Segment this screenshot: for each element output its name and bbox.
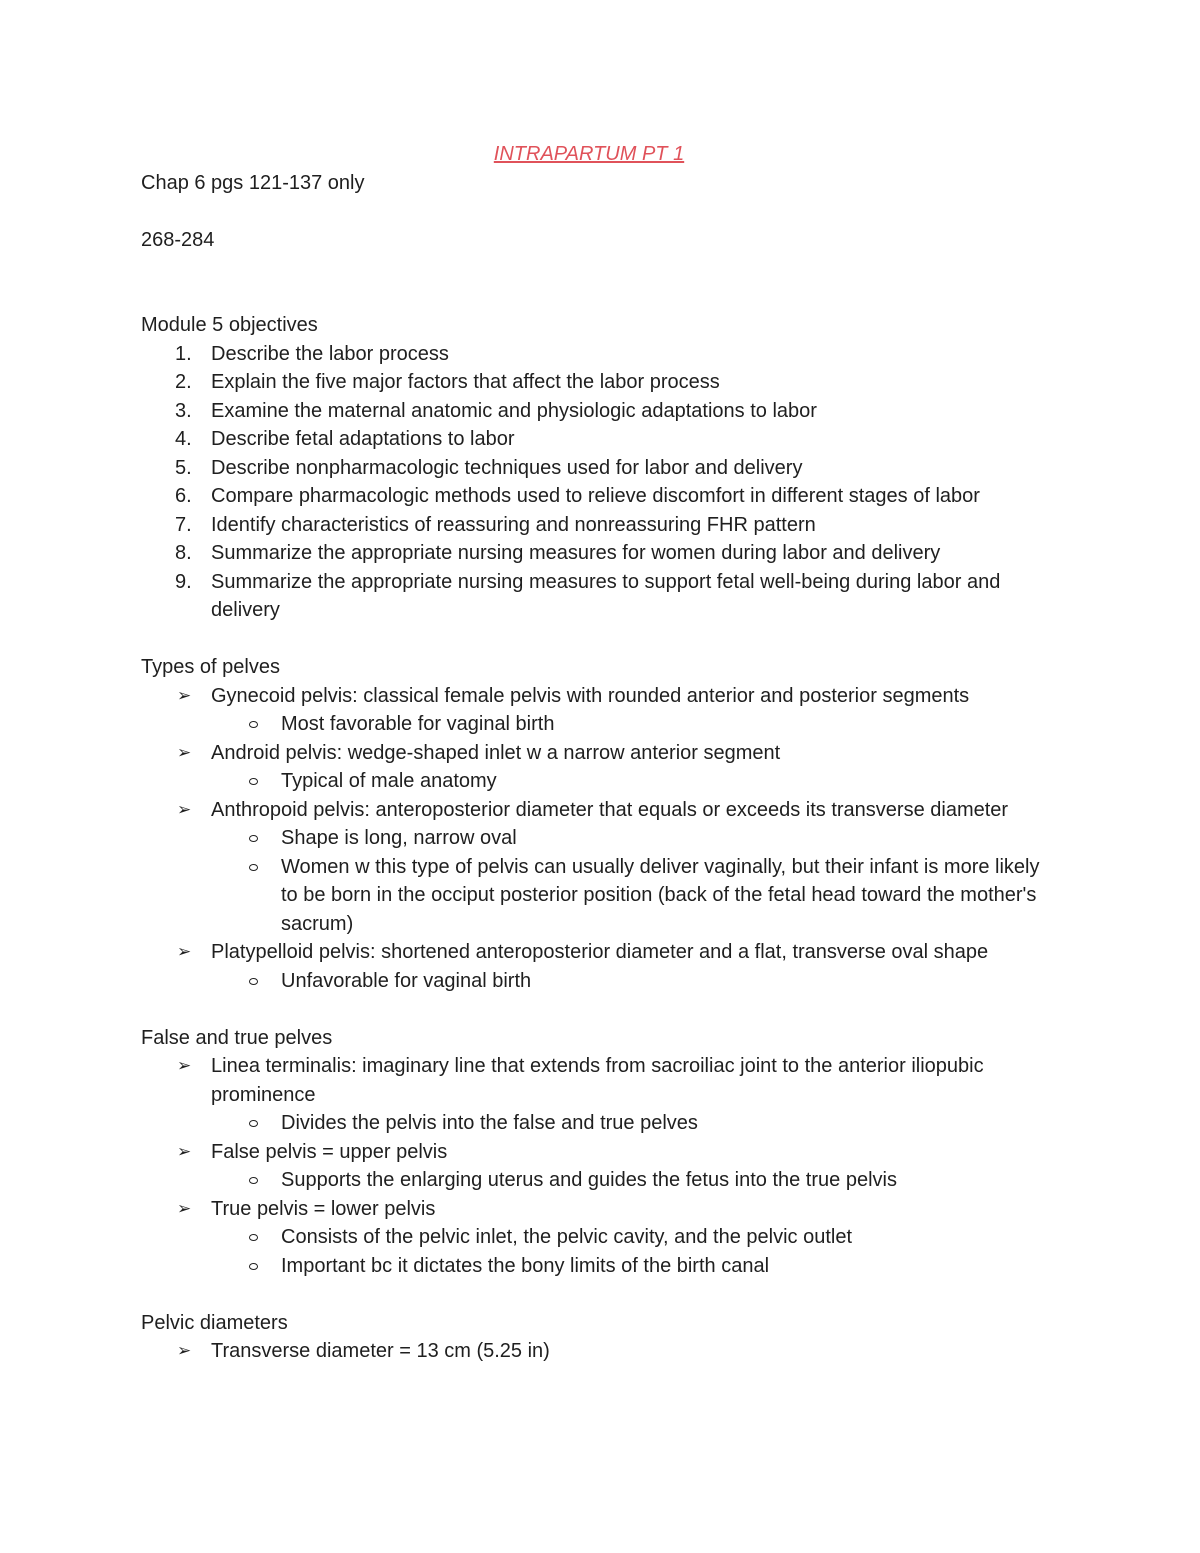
objective-item — [141, 425, 1061, 454]
objective-text: Summarize the appropriate nursing measures for women during labor and delivery — [211, 542, 941, 564]
circle-bullet-icon — [249, 1263, 258, 1270]
list-number: 8. — [175, 542, 192, 564]
false-true-list — [141, 1052, 1061, 1280]
circle-bullet-icon — [249, 1120, 258, 1127]
objective-item — [141, 368, 1061, 397]
sub-list-item — [211, 853, 1061, 939]
objective-item — [141, 397, 1061, 426]
objective-text: Identify characteristics of reassuring and nonreassuring FHR pattern — [211, 513, 816, 536]
section-heading: Pelvic diameters — [141, 1311, 288, 1334]
objectives-list — [141, 340, 1061, 625]
sub-list-item — [211, 1223, 1061, 1252]
list-item-text: Android pelvis: wedge-shaped inlet w a narrow anterior segment — [211, 741, 781, 764]
circle-bullet-icon — [249, 778, 258, 785]
list-number: 5. — [175, 456, 192, 479]
arrow-bullet-icon: ➢ — [177, 1341, 192, 1360]
objective-text: Describe fetal adaptations to labor — [211, 428, 515, 450]
sub-list-item-text: Unfavorable for vaginal birth — [281, 969, 532, 992]
pelves-types-list — [141, 682, 1061, 996]
objective-text: Explain the five major factors that affect the labor process — [211, 371, 720, 393]
list-item-text: False pelvis = upper pelvis — [211, 1140, 448, 1163]
sub-list-item-text: Important bc it dictates the bony limits of the birth canal — [281, 1254, 770, 1277]
spacer — [141, 625, 1061, 654]
objective-item — [141, 539, 1061, 568]
sub-list — [211, 767, 1061, 796]
sub-list-item — [211, 710, 1061, 739]
sub-list — [211, 967, 1061, 996]
objective-item — [141, 568, 1061, 625]
list-item — [141, 1138, 1061, 1195]
list-item — [141, 938, 1061, 995]
sub-list — [211, 710, 1061, 739]
sub-list-item-text: Typical of male anatomy — [281, 770, 497, 792]
objective-item — [141, 511, 1061, 540]
section-heading: False and true pelves — [141, 1026, 333, 1049]
spacer — [141, 197, 1061, 226]
objectives-section — [141, 311, 1061, 625]
list-item-text: Anthropoid pelvis: anteroposterior diameter that equals or exceeds its transverse diameter — [211, 798, 1009, 821]
sub-list-item-text: Supports the enlarging uterus and guides the fetus into the true pelvis — [281, 1169, 897, 1191]
list-item-text: Transverse diameter = 13 cm (5.25 in) — [211, 1340, 550, 1362]
spacer — [141, 283, 1061, 312]
arrow-bullet-icon: ➢ — [177, 942, 192, 961]
objective-item — [141, 454, 1061, 483]
sub-list-item-text: Most favorable for vaginal birth — [281, 713, 555, 735]
list-item-text: Gynecoid pelvis: classical female pelvis with rounded anterior and posterior segments — [211, 684, 970, 707]
objective-text: Describe the labor process — [211, 342, 449, 365]
pelves-types-section — [141, 653, 1061, 995]
sub-list-item-text: Divides the pelvis into the false and true pelves — [281, 1112, 698, 1134]
list-number: 9. — [175, 570, 192, 593]
circle-bullet-icon — [249, 1177, 258, 1184]
list-number: 7. — [175, 513, 192, 536]
objective-text: Examine the maternal anatomic and physiologic adaptations to labor — [211, 399, 817, 422]
circle-bullet-icon — [249, 1234, 258, 1241]
list-number: 3. — [175, 399, 192, 422]
list-item — [141, 739, 1061, 796]
sub-list — [211, 824, 1061, 938]
diameters-section — [141, 1309, 1061, 1366]
arrow-bullet-icon: ➢ — [177, 1198, 192, 1218]
list-number: 2. — [175, 371, 192, 393]
circle-bullet-icon — [249, 721, 258, 728]
circle-bullet-icon — [249, 864, 258, 871]
document-page — [141, 140, 1061, 1366]
false-true-section — [141, 1024, 1061, 1281]
spacer — [141, 254, 1061, 283]
sub-list — [211, 1109, 1061, 1138]
section-heading: Module 5 objectives — [141, 314, 318, 336]
list-number: 4. — [175, 428, 192, 450]
circle-bullet-icon — [249, 978, 258, 985]
objective-text: Compare pharmacologic methods used to relieve discomfort in different stages of labor — [211, 485, 980, 507]
sub-list-item — [211, 1252, 1061, 1281]
sub-list-item — [211, 767, 1061, 796]
list-item — [141, 1195, 1061, 1281]
list-item-text: True pelvis = lower pelvis — [211, 1197, 436, 1220]
sub-list-item-text: Shape is long, narrow oval — [281, 827, 517, 849]
list-item — [141, 682, 1061, 739]
section-heading: Types of pelves — [141, 656, 280, 678]
list-item — [141, 1052, 1061, 1138]
page-title: INTRAPARTUM PT 1 — [493, 143, 685, 165]
pages-line: 268-284 — [141, 228, 215, 251]
list-item-text: Linea terminalis: imaginary line that extends from sacroiliac joint to the anterior iliopubic prominence — [211, 1055, 984, 1106]
arrow-bullet-icon: ➢ — [177, 1141, 192, 1161]
sub-list-item — [211, 967, 1061, 996]
sub-list-item-text: Women w this type of pelvis can usually deliver vaginally, but their infant is more likely to be born in the occiput posterior position (back of the fetal head toward the mother's sacrum) — [281, 855, 1040, 935]
objective-text: Summarize the appropriate nursing measures to support fetal well-being during labor and delivery — [211, 570, 1001, 621]
sub-list — [211, 1166, 1061, 1195]
spacer — [141, 1280, 1061, 1309]
objective-item — [141, 482, 1061, 511]
list-number: 1. — [175, 342, 192, 365]
list-item — [141, 796, 1061, 939]
sub-list-item — [211, 1166, 1061, 1195]
spacer — [141, 995, 1061, 1024]
sub-list — [211, 1223, 1061, 1280]
arrow-bullet-icon: ➢ — [177, 742, 192, 762]
arrow-bullet-icon: ➢ — [177, 685, 192, 705]
sub-list-item-text: Consists of the pelvic inlet, the pelvic cavity, and the pelvic outlet — [281, 1226, 853, 1248]
arrow-bullet-icon: ➢ — [177, 799, 192, 819]
list-item-text: Platypelloid pelvis: shortened anteroposterior diameter and a flat, transverse oval shape — [211, 941, 989, 963]
list-number: 6. — [175, 485, 192, 507]
diameters-list — [141, 1337, 1061, 1366]
list-item — [141, 1337, 1061, 1366]
sub-list-item — [211, 824, 1061, 853]
chapter-line: Chap 6 pgs 121-137 only — [141, 171, 365, 194]
sub-list-item — [211, 1109, 1061, 1138]
objective-text: Describe nonpharmacologic techniques used for labor and delivery — [211, 456, 803, 479]
circle-bullet-icon — [249, 835, 258, 842]
objective-item — [141, 340, 1061, 369]
arrow-bullet-icon: ➢ — [177, 1056, 192, 1075]
